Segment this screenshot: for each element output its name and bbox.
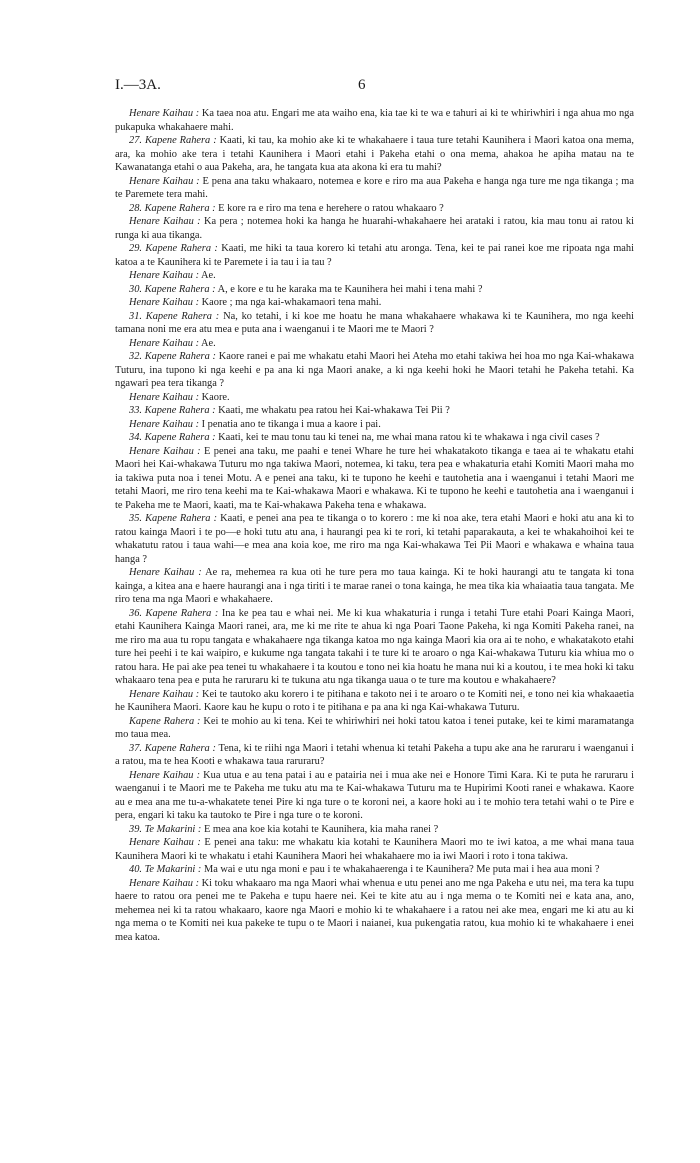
speaker-label: 40. Te Makarini :	[129, 864, 202, 875]
paragraph-text: Ka pera ; notemea hoki ka hanga he huarahi-whakahaere hei arataki i ratou, kia mau tonu ai ratou ki runga ki aua tikanga.	[115, 216, 635, 241]
speaker-label: Henare Kaihau :	[129, 877, 200, 889]
transcript-paragraph	[115, 134, 634, 175]
speaker-label: 34. Kapene Rahera :	[129, 432, 216, 443]
speaker-label: Henare Kaihau :	[129, 270, 200, 281]
transcript-paragraph	[115, 391, 634, 405]
transcript-paragraph	[115, 310, 634, 337]
speaker-label: 36. Kapene Rahera :	[129, 607, 219, 619]
transcript-paragraph	[115, 688, 634, 715]
paragraph-text: Kei te mohio au ki tena. Kei te whiriwhiri nei hoki tatou katoa i tenei putake, kei te kimi maramatanga mo taua mea.	[115, 715, 634, 740]
transcript-paragraph	[115, 404, 634, 418]
transcript-paragraph	[115, 242, 634, 269]
speaker-label: Henare Kaihau :	[129, 391, 200, 403]
transcript-paragraph	[115, 445, 634, 513]
speaker-label: Henare Kaihau :	[129, 297, 200, 308]
paragraph-text: E mea ana koe kia kotahi te Kaunihera, kia maha ranei ?	[201, 823, 439, 835]
speaker-label: Henare Kaihau :	[129, 837, 201, 848]
transcript-paragraph	[115, 836, 634, 863]
transcript-paragraph	[115, 823, 634, 837]
speaker-label: 31. Kapene Rahera :	[129, 310, 220, 322]
paragraph-text: Tena, ki te riihi nga Maori i tetahi whenua ki tetahi Pakeha a tupu ake ana he raruraru i waenganui i a ratou, ma te hea Kooti e whakawa taua raruraru?	[115, 742, 634, 767]
paragraph-text: E penei ana taku, me paahi e tenei Whare he ture hei whakatakoto tikanga e taea ai te whakatu etahi Maori hei Kai-whakawa Tuturu mo nga takiwa Maori, notemea, ki taku, tera pea e whakaturia etahi Komiti Maori maha mo ia takiwa puta noa i tenei Motu. A e penei ana taku, ki te tupono he keehi e tautohetia ana i waenganui i tetahi Maori me tetahi Maori, me riro tena keehi ma te Kai-whakawa Maori e whakawa. Ki te tupono he keehi e tautohetia ana i waenganui i te Pakeha me te Maori, kaati, ma te Kai-whakawa Pakeha tena e whakawa.	[115, 445, 634, 511]
transcript-paragraph	[115, 431, 634, 445]
speaker-label: Henare Kaihau :	[129, 769, 201, 781]
paragraph-text: Ka taea noa atu. Engari me ata waiho ena, kia tae ki te wa e tahuri ai ki te whiriwhiri i nga ahua mo nga pukapuka whakahaere mahi.	[115, 108, 634, 133]
paragraph-text: Kaore ; ma nga kai-whakamaori tena mahi.	[199, 297, 382, 308]
paragraph-text: Kaati, me whakatu pea ratou hei Kai-whakawa Tei Pii ?	[215, 405, 450, 416]
paragraph-text: Kaati, e penei ana pea te tikanga o to korero : me ki noa ake, tera etahi Maori e hoki atu ana ki to ratou kainga Maori i te po—e hoki tutu atu ana, i haurangi pea ki te rori, ki tetahi paparakauta, a kei te whakahoihoi kei te whakatutu ratou i taua wahi—e mea ana koia koe, me riro ma nga Kai-whakawa Tei Pii Maori e whakawa e whaina taua hanga ?	[115, 513, 634, 565]
paragraph-text: Kaati, me hiki ta taua korero ki tetahi atu aronga. Tena, kei te pai ranei koe me ripoata nga mahi katoa a te Kaunihera ki te Paremete i ia tau i ia tau ?	[115, 243, 635, 268]
transcript-paragraph	[115, 215, 634, 242]
speaker-label: 35. Kapene Rahera :	[129, 513, 218, 524]
transcript-paragraph	[115, 296, 634, 310]
paper-reference: I.—3A.	[115, 77, 161, 93]
transcript-paragraph	[115, 607, 634, 688]
transcript-paragraph	[115, 337, 634, 351]
paragraph-text: Ma wai e utu nga moni e pau i te whakahaerenga i te Kaunihera? Me puta mai i hea aua moni ?	[201, 864, 600, 875]
speaker-label: 39. Te Makarini :	[129, 823, 202, 835]
speaker-label: Kapene Rahera :	[129, 715, 201, 727]
speaker-label: Henare Kaihau :	[129, 418, 200, 430]
paragraph-text: Kaore ranei e pai me whakatu etahi Maori hei Ateha mo etahi takiwa hei hoa mo nga Kai-whakawa Tuturu, ina tupono ki nga keehi e pa ana ki nga Maori anake, a ki nga keehi hoki he Maori tetahi he Pakeha tetahi. Ka ngawari pea tera tikanga ?	[115, 351, 634, 389]
transcript-paragraph	[115, 715, 634, 742]
paragraph-text: Na, ko tetahi, i ki koe me hoatu he mana whakahaere whakawa ki te Kaunihera, mo nga keehi tamana noni me era atu mea e puta ana i waenganui i te Maori me te Maori ?	[115, 310, 634, 335]
transcript-body	[115, 107, 634, 944]
paragraph-text: Kua utua e au tena patai i au e patairia nei i mua ake nei e Honore Timi Kara. Ki te puta he raruraru i waenganui i te Maori me te Pakeha me tuku atu ma te Kai-whakawa Tuturu ma te Hupirimi Kooti ranei e whakawa. Kaore au e mea ana me tu-a-whakatete tenei Pire ki nga ture o te koroni nei, a kaore hoki au i te mohio tera tetahi wahi o te Pire e pera, engari ki taku ka tautoko te Pire i nga ture o te koroni.	[115, 769, 634, 821]
paragraph-text: E penei ana taku: me whakatu kia kotahi te Kaunihera Maori mo te iwi katoa, a me whai mana taua Kaunihera Maori ki te whakatu i etahi Kaunihera Maori hei whakahaere mo ia iwi Maori i roto i tona takiwa.	[115, 837, 635, 862]
transcript-paragraph	[115, 202, 634, 216]
speaker-label: 29. Kapene Rahera :	[129, 243, 218, 254]
paragraph-text: Ae.	[199, 337, 216, 349]
paragraph-text: Kei te tautoko aku korero i te pitihana e takoto nei i te aroaro o te Komiti nei, e tono nei kia whakaaetia he Kaunihera Maori. Kaore kau he kupu o roto i te pitihana e pa ana ki nga Kai-whakawa Tuturu.	[115, 688, 634, 713]
paragraph-text: Ina ke pea tau e whai nei. Me ki kua whakaturia i runga i tetahi Ture etahi Poari Kainga Maori, etahi Kaunihera Kainga Maori ranei, ara, me ki me rite te ahua ki nga Poari Taone Pakeha, ki nga Komiti Pakeha ranei, na me riro ma aua tu ropu tangata e whakahaere nga tikanga katoa mo nga kainga Maori kia ora ai te noho, e whakatakoto etahi ture hei peehi i te kai waipiro, e kukume nga tangata takahi i te ture ki te aroaro o nga Kai-whakawa Tuturu kia whiua mo o ratou hara. He pai ake pea tenei tu whakahaere i ta koutou e tono nei kia hoatu he mana nui ki a koutou, i te mea hoki ki taku whakaaro tena pea e puta he raruraru ki te tukuna atu nga tikanga uaua o te ture ma koutou e whakahaere?	[115, 607, 635, 686]
transcript-paragraph	[115, 283, 634, 297]
paragraph-text: Ae ra, mehemea ra kua oti he ture pera mo taua kainga. Ki te hoki haurangi atu te tangata ki tona kainga, a kitea ana e haere haurangi ana i nga tiriti i te marae ranei o tona kainga, he mea tika kia whaiaatia taua tangata. Me riro tena ma nga Maori e whakahaere.	[115, 567, 635, 605]
transcript-paragraph	[115, 742, 634, 769]
paragraph-text: E pena ana taku whakaaro, notemea e kore e riro ma aua Pakeha e hanga nga ture me nga tikanga ; ma te Paremete tera mahi.	[115, 175, 634, 200]
paragraph-text: E kore ra e riro ma tena e herehere o ratou whakaaro ?	[215, 202, 444, 214]
speaker-label: 28. Kapene Rahera :	[129, 202, 216, 214]
speaker-label: Henare Kaihau :	[129, 337, 200, 349]
transcript-paragraph	[115, 418, 634, 432]
transcript-paragraph	[115, 877, 634, 945]
speaker-label: Henare Kaihau :	[129, 216, 201, 227]
speaker-label: Henare Kaihau :	[129, 108, 200, 119]
transcript-paragraph	[115, 769, 634, 823]
paragraph-text: Kaati, kei te mau tonu tau ki tenei na, me whai mana ratou ki te whakawa i nga civil cases ?	[215, 432, 600, 443]
paragraph-text: Ae.	[199, 270, 216, 281]
speaker-label: 27. Kapene Rahera :	[129, 135, 217, 146]
page-number: 6	[358, 77, 366, 93]
paragraph-text: I penatia ano te tikanga i mua a kaore i pai.	[199, 418, 381, 430]
transcript-paragraph	[115, 107, 634, 134]
speaker-label: 30. Kapene Rahera :	[129, 283, 216, 295]
paragraph-text: Kaati, ki tau, ka mohio ake ki te whakahaere i taua ture tetahi Kaunihera i Maori katoa ona mema, ara, ka mohio ake tera i tetahi Kaunihera i Maori etahi i Pakeha etahi o ona mema, ahakoa he apiha matau na te Kawanatanga etahi o aua Pakeha, ara, he tangata kua ata akona ki era tu mahi?	[115, 135, 634, 173]
transcript-paragraph	[115, 566, 634, 607]
paragraph-text: Ki toku whakaaro ma nga Maori whai whenua e utu penei ano me nga Pakeha e utu nei, ma tera ka tupu haere to ratou ora penei me te Pakeha e tupu haere nei. Kei te kite atu au i nga mema o te Komiti nei e kata ana, ano, mehemea nei ki ta ratou whakaaro, kaore nga Maori e mohio ki te whakahaere i a ratou nei ake mea, engari me ki atu au ki nga mema o te Komiti nei kua pakeke te tupu o te Maori i naianei, kua pukengatia ratou, kua mohio ki te whakahaere i enei mea katoa.	[115, 877, 634, 943]
speaker-label: Henare Kaihau :	[129, 567, 202, 578]
speaker-label: Henare Kaihau :	[129, 445, 201, 457]
speaker-label: 37. Kapene Rahera :	[129, 742, 216, 754]
paragraph-text: A, e kore e tu he karaka ma te Kaunihera hei mahi i tena mahi ?	[215, 283, 483, 295]
paragraph-text: Kaore.	[199, 391, 230, 403]
transcript-paragraph	[115, 350, 634, 391]
speaker-label: Henare Kaihau :	[129, 688, 200, 700]
transcript-paragraph	[115, 269, 634, 283]
speaker-label: 32. Kapene Rahera :	[129, 351, 216, 362]
transcript-paragraph	[115, 175, 634, 202]
speaker-label: Henare Kaihau :	[129, 175, 200, 187]
speaker-label: 33. Kapene Rahera :	[129, 405, 216, 416]
transcript-paragraph	[115, 512, 634, 566]
transcript-paragraph	[115, 863, 634, 877]
